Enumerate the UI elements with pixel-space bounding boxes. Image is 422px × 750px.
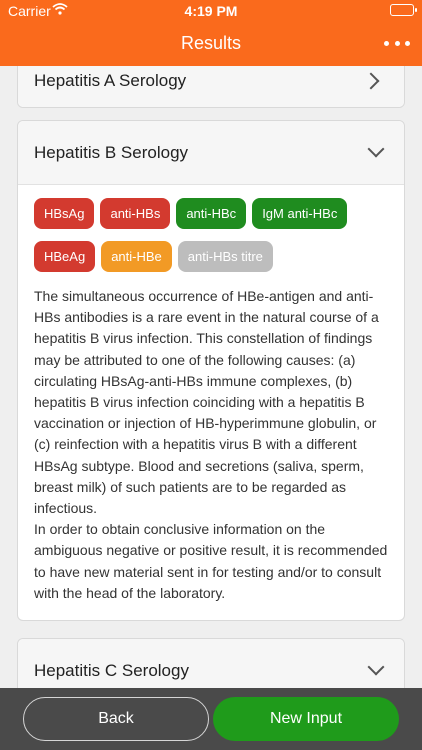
tag-anti-hbs[interactable]: anti-HBs bbox=[100, 198, 170, 229]
recommendation-paragraph: In order to obtain conclusive information on the ambiguous negative or positive result, it is recommended to have new material sent in for testing and/or to consult with the head of the laboratory. bbox=[34, 521, 388, 601]
more-options-button[interactable] bbox=[384, 34, 410, 52]
hepatitis-c-title: Hepatitis C Serology bbox=[34, 661, 189, 680]
more-dot-icon bbox=[405, 41, 410, 46]
back-button[interactable]: Back bbox=[23, 697, 209, 741]
bottom-toolbar bbox=[0, 688, 422, 750]
hepatitis-b-header[interactable] bbox=[18, 121, 404, 185]
more-dot-icon bbox=[384, 41, 389, 46]
tag-anti-hbc[interactable]: anti-HBc bbox=[176, 198, 246, 229]
chevron-right-icon bbox=[363, 73, 380, 90]
hepatitis-a-header[interactable] bbox=[18, 66, 404, 107]
tag-anti-hbs-titre[interactable]: anti-HBs titre bbox=[178, 241, 273, 272]
interpretation-paragraph: The simultaneous occurrence of HBe-antigen and anti-HBs antibodies is a rare event in the natural course of a hepatitis B virus infection. This constellation of findings may be attributed to one of the following causes: (a) circulating HBsAg-anti-HBs immune complexes, (b) hepatitis B virus infection coinciding with a hepatitis B vaccination or injection of HB-hyperimmune globulin, or (c) reinfection with a hepatitis virus B with a different HBsAg subtype. Blood and secretions (saliva, sperm, breast milk) of such patients are to be regarded as infectious. bbox=[34, 288, 379, 517]
chevron-down-icon bbox=[368, 140, 385, 157]
hepatitis-a-card bbox=[17, 66, 405, 108]
hepatitis-a-title: Hepatitis A Serology bbox=[34, 71, 187, 90]
tag-igm-anti-hbc[interactable]: IgM anti-HBc bbox=[252, 198, 347, 229]
chevron-down-icon bbox=[368, 659, 385, 676]
hepatitis-b-body bbox=[18, 185, 404, 620]
tag-anti-hbe[interactable]: anti-HBe bbox=[101, 241, 172, 272]
carrier-label: Carrier bbox=[8, 3, 51, 19]
hepatitis-b-title: Hepatitis B Serology bbox=[34, 142, 189, 162]
clock: 4:19 PM bbox=[184, 3, 238, 19]
hepatitis-c-card bbox=[17, 638, 405, 688]
page-title: Results bbox=[180, 33, 242, 53]
hepatitis-b-card bbox=[17, 120, 405, 621]
battery-icon bbox=[390, 4, 414, 16]
results-scroll-area[interactable] bbox=[0, 66, 422, 688]
tag-hbeag[interactable]: HBeAg bbox=[34, 241, 95, 272]
marker-tags bbox=[34, 198, 388, 272]
status-bar bbox=[0, 0, 422, 22]
more-dot-icon bbox=[395, 41, 400, 46]
new-input-button[interactable]: New Input bbox=[213, 697, 399, 741]
tag-hbsag[interactable]: HBsAg bbox=[34, 198, 94, 229]
hepatitis-c-header[interactable] bbox=[18, 639, 404, 688]
